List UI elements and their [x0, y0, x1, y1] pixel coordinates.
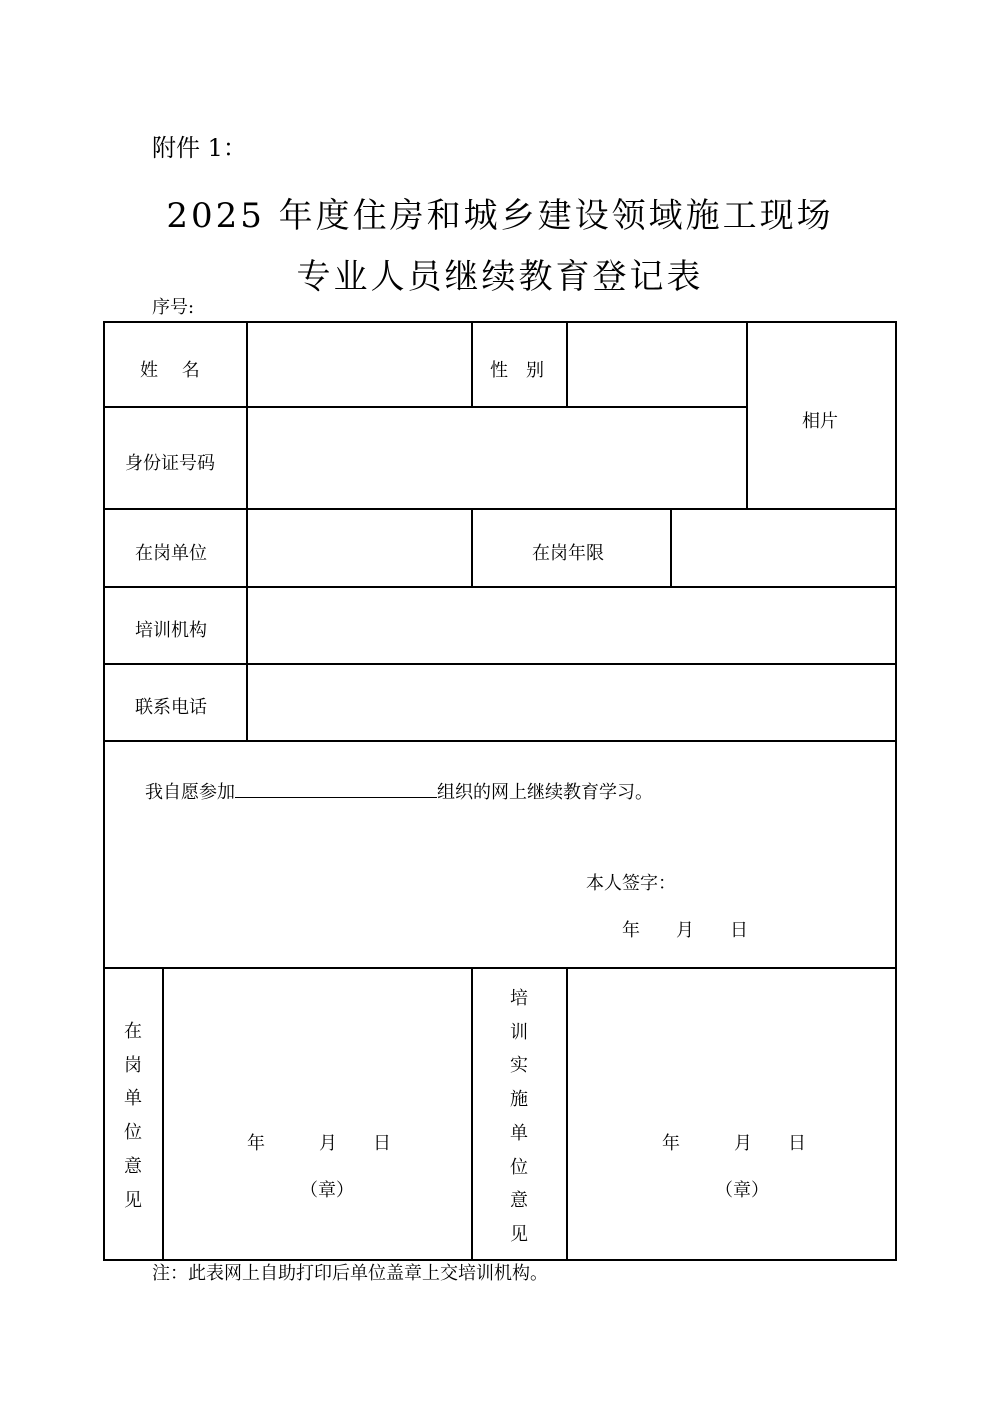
organization-blank[interactable]: [235, 779, 437, 798]
divider: [103, 321, 897, 323]
declaration-text: [145, 779, 653, 804]
photo-label: 相片: [802, 411, 838, 432]
divider: [103, 967, 897, 969]
employer-opinion-label: 在岗单位意见: [124, 1021, 142, 1211]
training-seal: （章）: [715, 1180, 769, 1201]
name-field[interactable]: [248, 323, 470, 405]
divider: [162, 967, 164, 1260]
training-opinion-label: 培训实施单位意见: [510, 988, 528, 1245]
years-field[interactable]: [672, 510, 894, 585]
training-org-field[interactable]: [248, 588, 894, 662]
divider: [471, 321, 473, 407]
phone-label: 联系电话: [135, 697, 207, 718]
attachment-label: 附件 1：: [152, 134, 247, 162]
phone-field[interactable]: [248, 665, 894, 739]
gender-field[interactable]: [568, 323, 745, 405]
footnote: 注：此表网上自助打印后单位盖章上交培训机构。: [152, 1263, 548, 1284]
gender-label: 性 别: [490, 360, 544, 381]
training-org-label: 培训机构: [135, 620, 207, 641]
declaration-prefix: 我自愿参加: [145, 782, 235, 803]
divider: [471, 508, 473, 587]
employer-label: 在岗单位: [135, 543, 207, 564]
employer-opinion-date: 年 月 日: [247, 1133, 391, 1154]
divider: [566, 967, 568, 1260]
declaration-suffix: 组织的网上继续教育学习。: [437, 782, 653, 803]
id-number-field[interactable]: [248, 408, 745, 507]
divider: [103, 740, 897, 742]
employer-field[interactable]: [248, 510, 470, 585]
divider: [895, 321, 897, 1261]
divider: [103, 1259, 897, 1261]
name-label: 姓 名: [140, 360, 200, 381]
title-line-1: 2025 年度住房和城乡建设领域施工现场: [166, 196, 834, 236]
divider: [103, 321, 105, 1261]
signature-label: 本人签字：: [586, 873, 676, 894]
divider: [471, 967, 473, 1260]
id-number-label: 身份证号码: [125, 453, 215, 474]
years-label: 在岗年限: [532, 543, 604, 564]
title-line-2: 专业人员继续教育登记表: [296, 257, 704, 297]
employer-seal: （章）: [300, 1180, 354, 1201]
divider: [746, 321, 748, 509]
declaration-date: 年 月 日: [622, 920, 748, 941]
training-opinion-date: 年 月 日: [662, 1133, 806, 1154]
serial-label: 序号:: [152, 297, 195, 318]
